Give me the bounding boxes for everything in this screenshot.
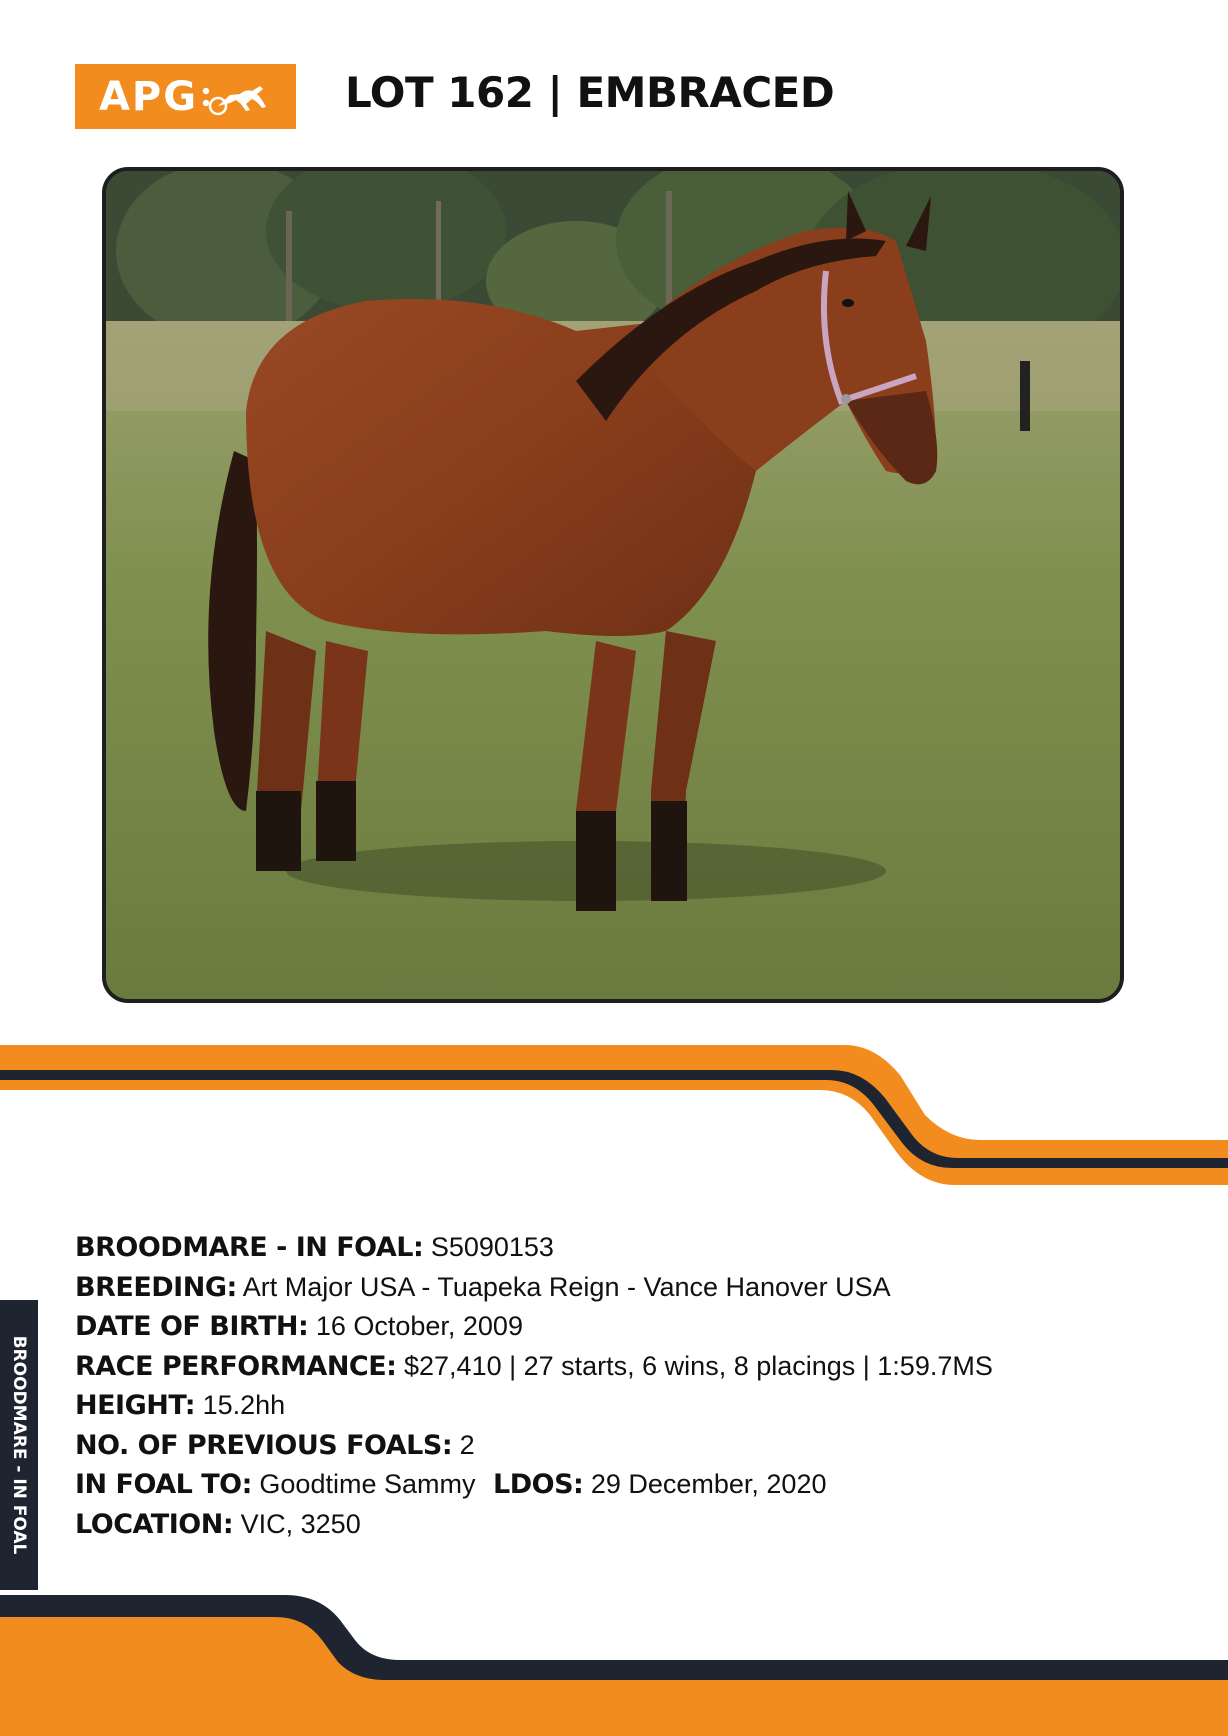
harness-horse-icon	[200, 77, 272, 117]
decorative-stripes-bottom	[0, 1595, 1228, 1736]
logo-text: APG	[98, 73, 199, 120]
detail-label: HEIGHT:	[75, 1390, 196, 1421]
detail-value: 15.2hh	[202, 1390, 286, 1420]
detail-value: Art Major USA - Tuapeka Reign - Vance Hanover USA	[242, 1271, 891, 1302]
detail-value: $27,410 | 27 starts, 6 wins, 8 placings | 1:59.7MS	[404, 1350, 993, 1381]
detail-row-height	[75, 1386, 1195, 1426]
detail-label: NO. OF PREVIOUS FOALS:	[75, 1429, 453, 1461]
detail-label: DATE OF BIRTH:	[75, 1311, 309, 1342]
detail-value: 2	[459, 1429, 475, 1460]
detail-value: S5090153	[430, 1232, 554, 1262]
apg-logo	[75, 64, 296, 129]
detail-value: Goodtime Sammy	[259, 1469, 476, 1499]
detail-label: BREEDING:	[75, 1271, 237, 1303]
detail-row-location	[75, 1505, 1195, 1545]
detail-row-status	[75, 1228, 1195, 1268]
page-title: LOT 162 | EMBRACED	[345, 68, 835, 117]
detail-label-ldos: LDOS:	[493, 1469, 584, 1500]
detail-value: VIC, 3250	[240, 1508, 361, 1539]
side-tab-label: BROODMARE - IN FOAL	[9, 1335, 29, 1555]
detail-value-ldos: 29 December, 2020	[590, 1469, 827, 1499]
detail-label: IN FOAL TO:	[75, 1469, 252, 1500]
detail-label: BROODMARE - IN FOAL:	[75, 1232, 424, 1263]
detail-row-breeding	[75, 1268, 1195, 1308]
detail-label: RACE PERFORMANCE:	[75, 1350, 397, 1382]
detail-value: 16 October, 2009	[315, 1311, 523, 1341]
decorative-stripes-middle	[0, 1040, 1228, 1190]
horse-illustration	[106, 171, 1120, 999]
detail-row-in-foal-to	[75, 1465, 1195, 1505]
lot-details	[75, 1228, 1195, 1544]
detail-label: LOCATION:	[75, 1508, 234, 1540]
detail-row-date-of-birth	[75, 1307, 1195, 1347]
detail-row-previous-foals	[75, 1426, 1195, 1466]
horse-photo	[102, 167, 1124, 1003]
detail-row-race-performance	[75, 1347, 1195, 1387]
